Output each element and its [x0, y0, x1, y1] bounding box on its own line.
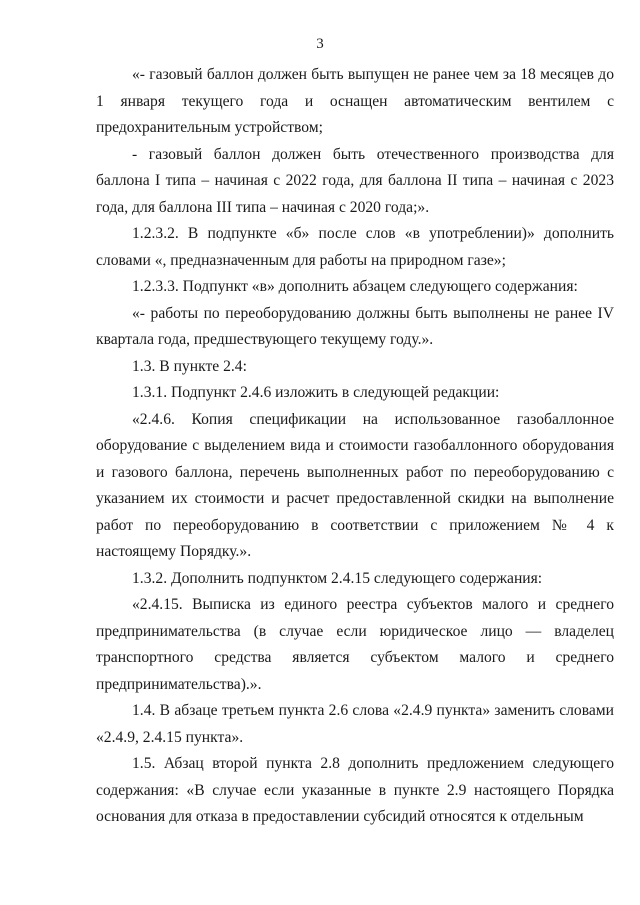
paragraph-conversion-works: «- работы по переоборудованию должны быть выполнены не ранее IV квартала года, предшествующего текущему году.». [96, 304, 614, 348]
paragraph-2-4-15: «2.4.15. Выписка из единого реестра субъектов малого и среднего предпринимательства (в случае если юридическое лицо — владелец транспортного средства является субъектом малого и среднего предпринимательства).». [96, 596, 614, 693]
paragraph-cylinder-domestic: - газовый баллон должен быть отечественного производства для баллона I типа – начиная с 2022 года, для баллона II типа – начиная с 2023 года, для баллона III типа – начиная с 2020 года;». [96, 145, 614, 216]
document-body [96, 62, 614, 831]
paragraph-cylinder-issue-date: «- газовый баллон должен быть выпущен не ранее чем за 18 месяцев до 1 января текущего года и оснащен автоматическим вентилем с предохранительным устройством; [96, 66, 614, 136]
paragraph-1-5: 1.5. Абзац второй пункта 2.8 дополнить предложением следующего содержания: «В случае если указанные в пункте 2.9 настоящего Порядка основания для отказа в предоставлении субсидий относятся к отдельным [96, 755, 614, 825]
page-number: 3 [316, 36, 324, 52]
paragraph-1-3-1: 1.3.1. Подпункт 2.4.6 изложить в следующей редакции: [132, 384, 500, 401]
paragraph-1-2-3-2: 1.2.3.2. В подпункте «б» после слов «в употреблении)» дополнить словами «, предназначенным для работы на природном газе»; [96, 225, 614, 269]
paragraph-1-4: 1.4. В абзаце третьем пункта 2.6 слова «2.4.9 пункта» заменить словами «2.4.9, 2.4.15 пункта». [96, 702, 614, 746]
paragraph-1-2-3-3: 1.2.3.3. Подпункт «в» дополнить абзацем следующего содержания: [132, 278, 578, 295]
paragraph-2-4-6: «2.4.6. Копия спецификации на использованное газобаллонное оборудование с выделением вида и стоимости газобаллонного оборудования и газового баллона, перечень выполненных работ по переоборудованию с указанием их стоимости и расчет предоставленной скидки на выполнение работ по переоборудованию в соответствии с приложением № 4 к настоящему Порядку.». [96, 410, 614, 560]
paragraph-1-3-2: 1.3.2. Дополнить подпунктом 2.4.15 следующего содержания: [132, 569, 543, 587]
paragraph-1-3: 1.3. В пункте 2.4: [132, 357, 247, 375]
